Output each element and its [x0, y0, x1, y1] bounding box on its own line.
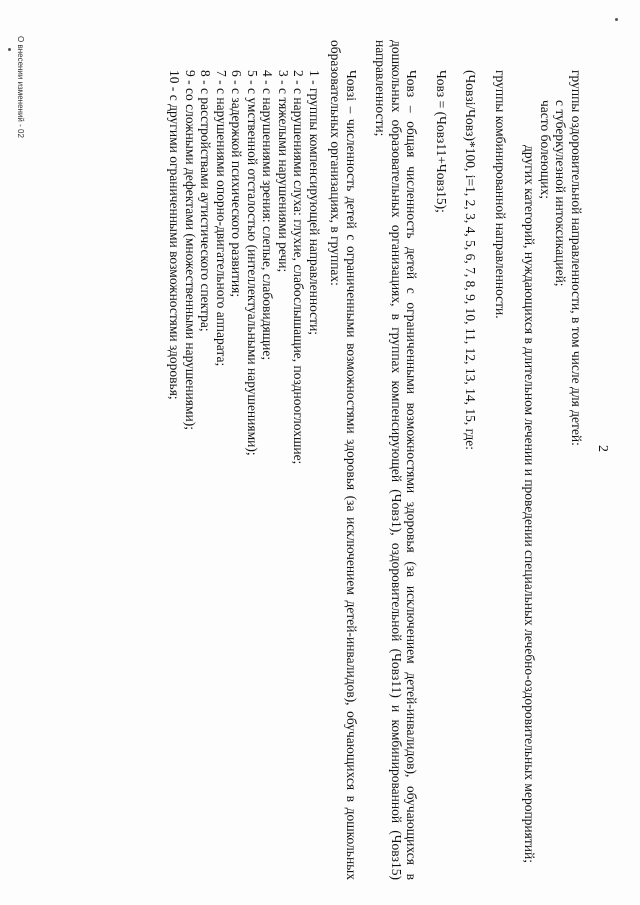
list-item: 3 - с тяжелыми нарушениями речи; [276, 70, 291, 273]
list-item: 7 - с нарушениями опорно-двигательного аппарата; [214, 70, 229, 367]
formula-total: Човз = (Човз11+Човз15); [434, 70, 449, 213]
groups-list [167, 40, 322, 880]
line-combined-groups: группы комбинированной направленности. [493, 70, 508, 319]
list-item: 2 - с нарушениями слуха: глухие, слабослышащие, позднооглохшие; [291, 70, 307, 465]
list-item: 6 - с задержкой психического развития; [229, 70, 245, 298]
list-item: 9 - со сложными дефектами (множественными нарушениями); [183, 70, 198, 430]
page-number: 2 [595, 445, 610, 452]
line-wellness-groups: группы оздоровительной направленности, в том числе для детей: [569, 70, 584, 446]
line-tuberculosis: с туберкулезной интоксикацией; [553, 100, 569, 287]
list-item: 8 - с расстройствами аутистического спектра; [198, 70, 214, 332]
list-item: 1 - группы компенсирующей направленности; [307, 70, 322, 336]
list-item: 4 - с нарушениями зрения: слепые, слабовидящие; [260, 70, 276, 361]
list-item: 10 - с другими ограниченными возможностями здоровья; [167, 70, 183, 400]
definition-group: Човзi – численность детей с ограниченными возможностями здоровья (за исключением детей-инвалидов), обучающихся в дошкольных образовательных организациях, в группах: [328, 40, 359, 880]
footer-note: О внесении изменений - 02 [16, 36, 25, 138]
body-text [167, 40, 606, 880]
definition-total: Човз – общая численность детей с ограниченными возможностями здоровья (за исключением детей-инвалидов), обучающихся в дошкольных образовательных организациях, в группах компенсирующей (Човз1), оздоровительной (Човз11) и комбинированной (Човз15) направленности; [373, 40, 420, 880]
line-often-ill: часто болеющих; [538, 100, 553, 199]
list-item: 5 - с умственной отсталостью (интеллектуальными нарушениями); [245, 70, 260, 456]
line-other-categories: других категорий, нуждающихся в длительном лечении и проведении специальных лечебно-оздоровительных мероприятий; [522, 145, 538, 863]
formula-percentage: (Човзi/Човз)*100, i=1, 2, 3, 4, 5, 6, 7, 8, 9, 10, 11, 12, 13, 14, 15, где: [463, 70, 479, 451]
